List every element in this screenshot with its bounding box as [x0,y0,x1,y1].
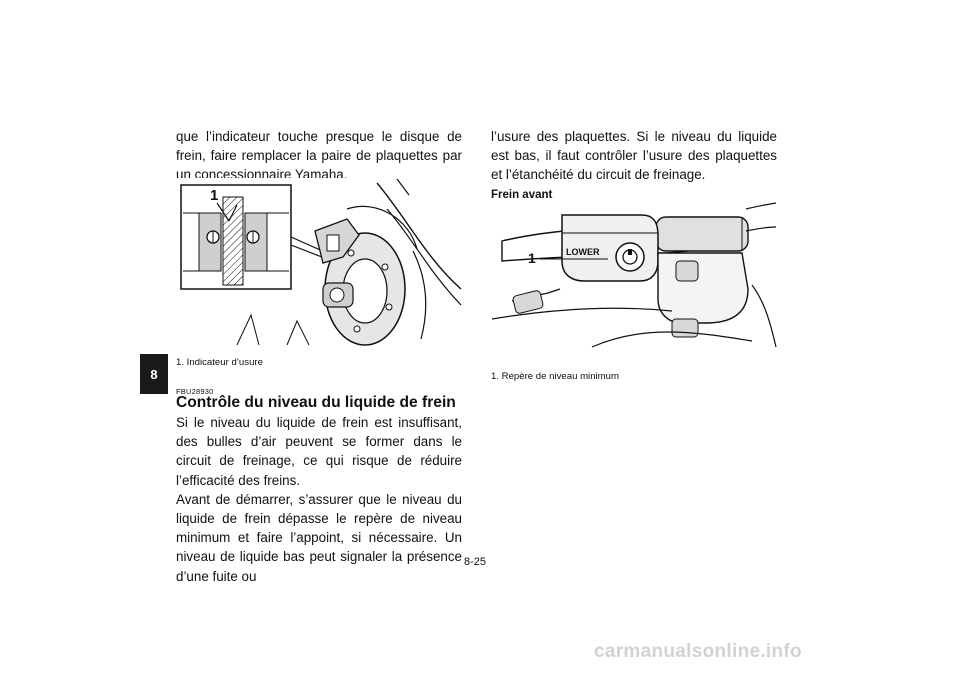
brake-wear-indicator-figure [176,178,464,348]
brake-disc-illustration [177,179,463,347]
paragraph-insufficient-fluid: Si le niveau du liquide de frein est insuffisant, des bulles d’air peuvent se former dans le circuit de freinage, ce qui risque de réduire l’efficacité des freins. [176,415,462,488]
lower-level-label: LOWER [566,247,600,257]
watermark: carmanualsonline.info [594,641,802,662]
figure-caption: 1. Indicateur d’usure [176,357,263,368]
chapter-tab: 8 [140,354,168,394]
left-column-body [176,413,462,586]
left-column-intro [176,127,462,185]
paragraph-check-before-riding: Avant de démarrer, s’assurer que le niveau du liquide de frein dépasse le repère de niveau minimum et faire l’appoint, si nécessaire. Un niveau de liquide bas peut signaler la présence d’une fuite ou [176,491,462,584]
right-column [491,127,777,201]
paragraph-pad-wear: l’usure des plaquettes. Si le niveau du liquide est bas, il faut contrôler l’usure des plaquettes et l’étanchéité du circuit de freinage. [491,129,777,183]
figure-callout-number: 1 [528,250,536,266]
subheading-front-brake: Frein avant [491,188,553,201]
page-number: 8-25 [464,556,487,568]
section-heading: Contrôle du niveau du liquide de frein [176,394,456,411]
intro-paragraph: que l’indicateur touche presque le disque de frein, faire remplacer la paire de plaquettes par un concessionnaire Yamaha. [176,129,462,183]
brake-reservoir-illustration [492,201,778,349]
figure-callout-number: 1 [210,187,219,204]
brake-reservoir-figure [491,200,779,350]
figure-caption: 1. Repère de niveau minimum [491,371,619,382]
reference-code: FBU28930 [176,387,214,396]
